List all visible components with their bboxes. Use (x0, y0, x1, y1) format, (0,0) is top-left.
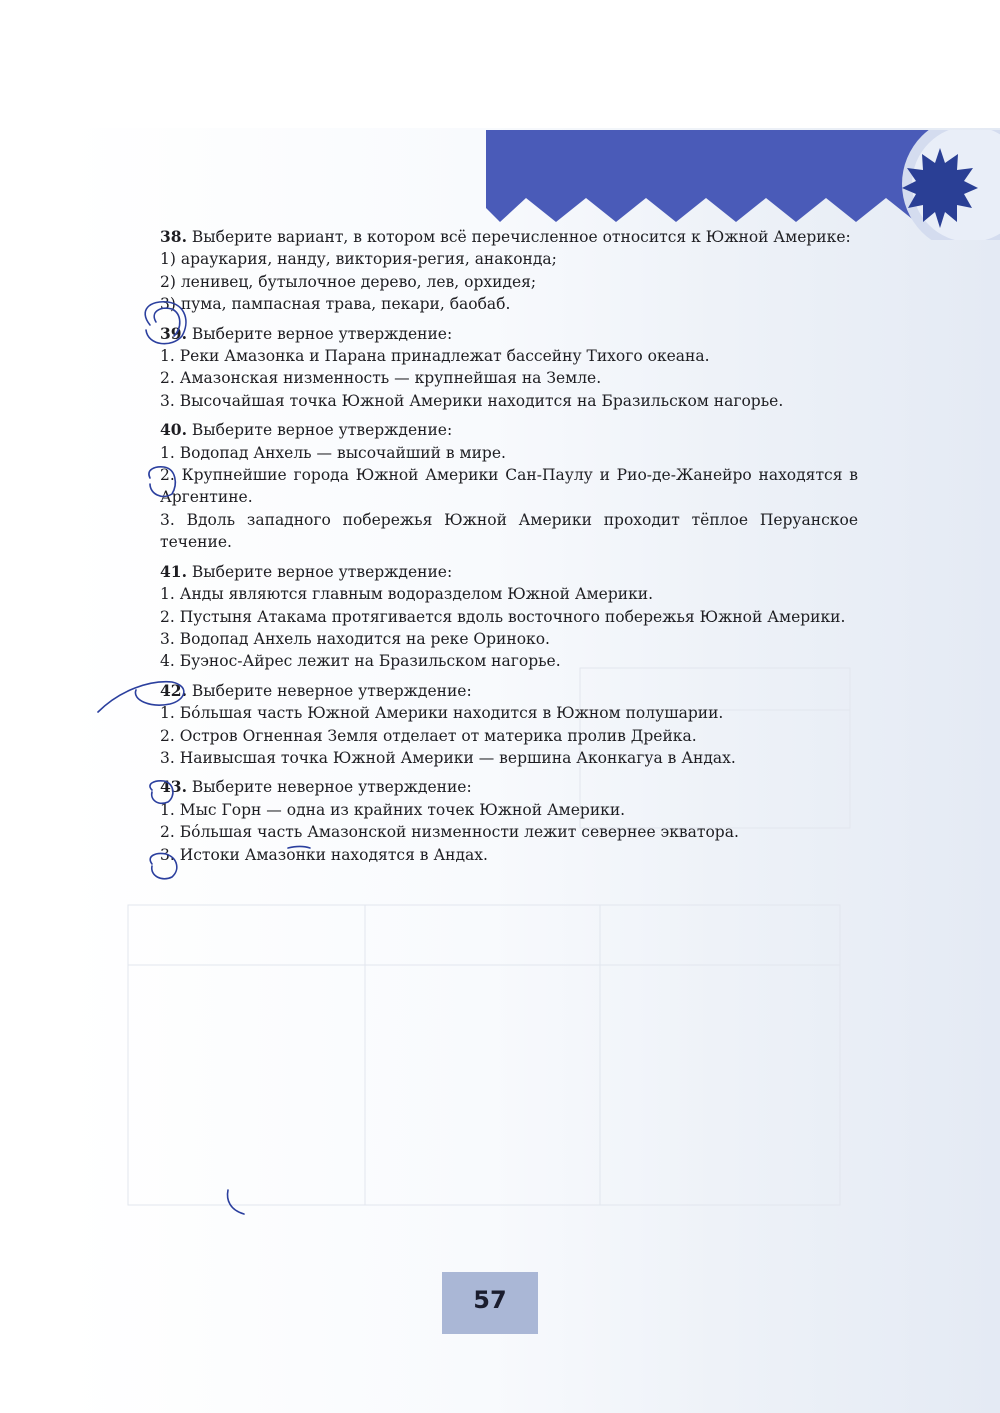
answer-option[interactable]: 1. Мыс Горн — одна из крайних точек Южной Америки. (160, 800, 626, 819)
exercise-list (138, 226, 858, 873)
answer-option[interactable]: 2. Остров Огненная Земля отделает от материка пролив Дрейка. (160, 726, 697, 745)
answer-option[interactable]: 3) пума, пампасная трава, пекари, баобаб. (160, 295, 511, 314)
question-number: 43. (160, 777, 187, 797)
answer-option[interactable]: 2) ленивец, бутылочное дерево, лев, орхидея; (160, 272, 537, 291)
answer-options (138, 799, 858, 866)
answer-options (138, 345, 858, 412)
answer-option[interactable]: 1. Водопад Анхель — высочайший в мире. (160, 443, 506, 462)
answer-option[interactable]: 1. Реки Амазонка и Парана принадлежат бассейну Тихого океана. (160, 347, 710, 366)
answer-options (138, 248, 858, 315)
answer-option[interactable]: 1. Бóльшая часть Южной Америки находится в Южном полушарии. (160, 704, 724, 723)
answer-option[interactable]: 3. Вдоль западного побережья Южной Америки проходит тёплое Перуанское течение. (160, 510, 858, 552)
question-38 (138, 226, 858, 316)
question-prompt: Выберите неверное утверждение: (191, 681, 472, 700)
question-prompt: Выберите верное утверждение: (191, 562, 453, 581)
answer-option[interactable]: 4. Буэнос-Айрес лежит на Бразильском нагорье. (160, 652, 561, 671)
answer-option[interactable]: 2. Пустыня Атакама протягивается вдоль восточного побережья Южной Америки. (160, 607, 846, 626)
answer-option[interactable]: 3. Истоки Амазонки находятся в Андах. (160, 845, 488, 864)
question-number: 42. (160, 680, 187, 700)
answer-option[interactable]: 2. Бóльшая часть Амазонской низменности лежит севернее экватора. (160, 823, 739, 842)
question-prompt: Выберите неверное утверждение: (191, 778, 472, 797)
answer-option[interactable]: 3. Наивысшая точка Южной Америки — вершина Аконкагуа в Андах. (160, 748, 736, 767)
question-42 (138, 680, 858, 770)
answer-option[interactable]: 1) араукария, нанду, виктория-регия, анаконда; (160, 250, 557, 269)
question-41 (138, 561, 858, 673)
question-43 (138, 776, 858, 866)
question-prompt: Выберите верное утверждение: (191, 421, 453, 440)
question-40 (138, 419, 858, 553)
answer-options (138, 583, 858, 673)
question-prompt: Выберите верное утверждение: (191, 324, 453, 343)
question-number: 38. (160, 227, 187, 246)
question-number: 39. (160, 323, 187, 343)
page-number: 57 (473, 1286, 507, 1314)
answer-option[interactable]: 3. Водопад Анхель находится на реке Ориноко. (160, 629, 550, 648)
answer-option[interactable]: 3. Высочайшая точка Южной Америки находится на Бразильском нагорье. (160, 391, 784, 410)
question-number: 40. (160, 420, 187, 440)
question-prompt: Выберите вариант, в котором всё перечисленное относится к Южной Америке: (191, 228, 851, 246)
answer-option[interactable]: 2. Крупнейшие города Южной Америки Сан-Паулу и Рио-де-Жанейро находятся в Аргентине. (160, 466, 858, 507)
answer-option[interactable]: 2. Амазонская низменность — крупнейшая на Земле. (160, 369, 602, 388)
answer-options (138, 702, 858, 769)
question-39 (138, 323, 858, 413)
answer-options (138, 442, 858, 554)
star-badge-icon (878, 130, 1000, 240)
question-number: 41. (160, 561, 187, 581)
answer-option[interactable]: 1. Анды являются главным водоразделом Южной Америки. (160, 585, 654, 604)
page-number-box (442, 1272, 538, 1334)
